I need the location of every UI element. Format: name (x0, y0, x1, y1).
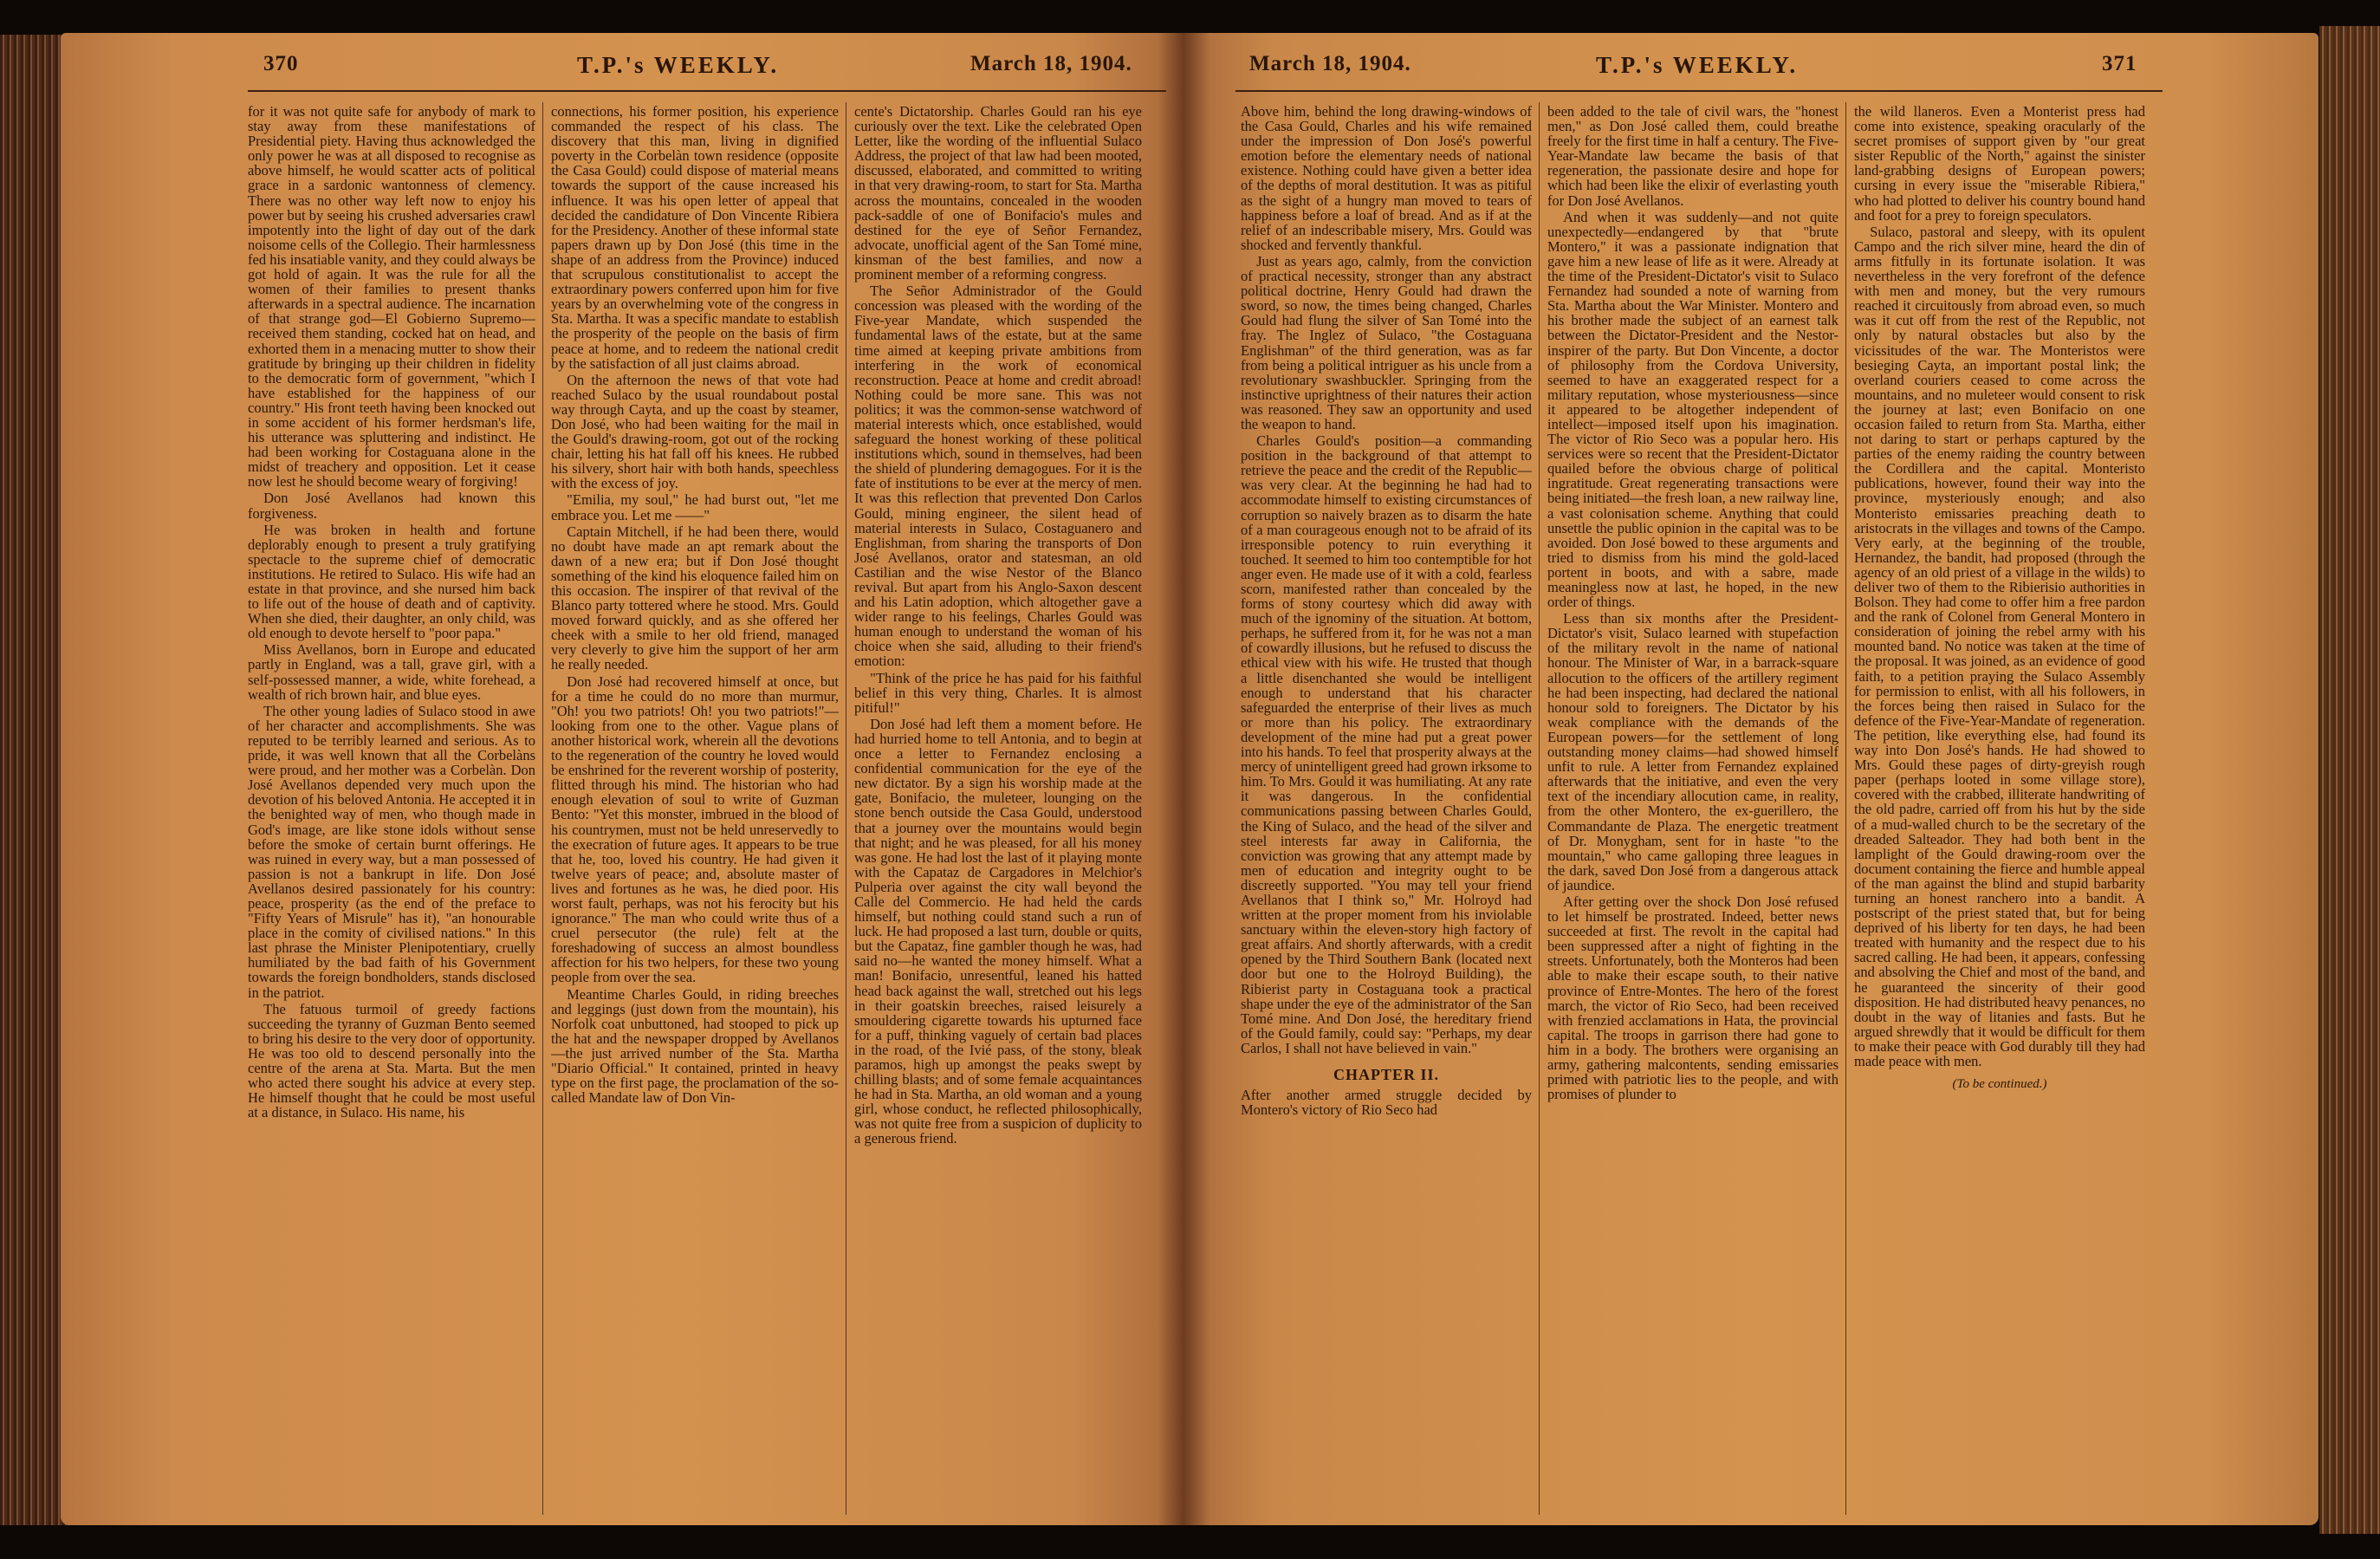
right-page (1184, 33, 2318, 1525)
paragraph: cente's Dictatorship. Charles Gould ran his eye curiously over the text. Like the celebrated Open Letter, like the wording of the influential Sulaco Address, the project of that law had been mooted, discussed, elaborated, and committed to writing in that very drawing-room, to start for Sta. Martha across the mountains, concealed in the wooden pack-saddle of one of Bonifacio's mules and destined for the eye of Señor Fernandez, advocate, unofficial agent of the San Tomé mine, kinsman of the best families, and now a prominent member of a reforming congress. (854, 104, 1142, 283)
left-page (61, 33, 1184, 1525)
text-column-3 (854, 104, 1142, 1525)
header-rule (248, 90, 1166, 92)
paragraph: The other young ladies of Sulaco stood in awe of her character and accomplishments. She was reputed to be terribly learned and serious. As to pride, it was well known that all the Corbelàns were proud, and her mother was a Corbelàn. Don José Avellanos depended very much upon the devotion of his beloved Antonia. He accepted it in the benighted way of men, who though made in God's image, are like stone idols without sense before the smoke of certain burnt offerings. He was ruined in every way, but a man possessed of passion is not a bankrupt in life. Don José Avellanos desired passionately for his country: peace, prosperity (as the end of the preface to "Fifty Years of Misrule" has it), "an honourable place in the comity of civilised nations." In this last phrase the Minister Plenipotentiary, cruelly humiliated by the bad faith of his Government towards the foreign bondholders, stands disclosed in the patriot. (248, 702, 535, 1001)
column-body (854, 104, 1142, 1147)
paragraph: Captain Mitchell, if he had been there, would no doubt have made an apt remark about the dawn of a new era; but if Don José thought something of the kind his eloquence failed him on this occasion. The inspirer of that revival of the Blanco party tottered where he stood. Mrs. Gould moved forward quickly, and as she offered her cheek with a smile to her old friend, managed very cleverly to give him the support of her arm he really needed. (551, 523, 839, 673)
column-divider (1845, 102, 1846, 1515)
left-page-header (61, 52, 1184, 87)
paragraph: Charles Gould's position—a commanding position in the background of that attempt to retrieve the peace and the credit of the Republic—was very clear. At the beginning he had had to accommodate himself to existing circumstances of corruption so naively brazen as to disarm the hate of a man courageous enough not to be afraid of its irresponsible potency to ruin everything it touched. It seemed to him too contemptible for hot anger even. He made use of it with a cold, fearless scorn, manifested rather than concealed by the forms of stony courtesy which did away with much of the ignominy of the situation. At bottom, perhaps, he suffered from it, for he was not a man of cowardly illusions, but he refused to discuss the ethical view with his wife. He trusted that though a little disenchanted she would be intelligent enough to understand that his character safeguarded the enterprise of their lives as much or more than his policy. The extraordinary development of the mine had put a great power into his hands. To feel that prosperity always at the mercy of unintelligent greed had grown irksome to him. To Mrs. Gould it was humiliating. At any rate it was dangerous. In the confidential communications passing between Charles Gould, the King of Sulaco, and the head of the silver and steel interests far away in California, the conviction was growing that any attempt made by men of education and integrity ought to be discreetly supported. "You may tell your friend Avellanos that I think so," Mr. Holroyd had written at the proper moment from his inviolable sanctuary within the eleven-story high factory of great affairs. And shortly afterwards, with a credit opened by the Third Southern Bank (located next door but one to the Holroyd Building), the Ribierist party in Costaguana took a practical shape under the eye of the administrator of the San Tomé mine. And Don José, the hereditary friend of the Gould family, could say: "Perhaps, my dear Carlos, I shall not have believed in vain." (1241, 432, 1532, 1056)
paragraph: He was broken in health and fortune deplorably enough to present a truly gratifying spectacle to the supreme chief of democratic institutions. He retired to Sulaco. His wife had an estate in that province, and she nursed him back to life out of the house of death and of captivity. When she died, their daughter, an only child, was old enough to devote herself to "poor papa." (248, 521, 535, 642)
paragraph: Don José Avellanos had known this forgiveness. (248, 490, 535, 522)
continued-note: (To be continued.) (1952, 1077, 2047, 1092)
column-body (248, 104, 535, 1120)
paragraph: Above him, behind the long drawing-windows of the Casa Gould, Charles and his wife remained under the impression of Don José's powerful emotion before the elementary needs of national existence. Nothing could have given a better idea of the depths of moral destitution. It was as pitiful as the sight of a hungry man moved to tears of happiness before a loaf of bread. And as if at the relief of an indescribable misery, Mrs. Gould was shocked and fervently thankful. (1241, 104, 1532, 253)
column-body-after-chapter (1241, 1088, 1532, 1117)
paragraph: Miss Avellanos, born in Europe and educated partly in England, was a tall, grave girl, with a self-possessed manner, a wide, white forehead, a wealth of rich brown hair, and blue eyes. (248, 641, 535, 703)
paragraph: Just as years ago, calmly, from the conviction of practical necessity, stronger than any abstract political doctrine, Henry Gould had drawn the sword, so now, the times being changed, Charles Gould had flung the silver of San Tomé into the fray. The Inglez of Sulaco, "the Costaguana Englishman" of the third generation, was as far from being a political intriguer as his uncle from a revolutionary swashbuckler. Springing from the instinctive uprightness of their natures their action was reasoned. They saw an opportunity and used the weapon to hand. (1241, 252, 1532, 432)
column-divider (1539, 102, 1540, 1515)
page-number: 370 (263, 52, 299, 75)
text-column-2 (551, 104, 839, 1525)
right-page-header (1184, 52, 2318, 87)
paragraph: After getting over the shock Don José refused to let himself be prostrated. Indeed, better news succeeded at first. The revolt in the capital had been suppressed after a night of fighting in the streets. Unfortunately, both the Monteros had been able to make their escape south, to their native province of Entre-Montes. The hero of the forest march, the victor of Rio Seco, had been received with frenzied acclamations in Hata, the provincial capital. The troops in garrison there had gone to him in a body. The brothers were organising an army, gathering malcontents, sending emissaries primed with patriotic lies to the people, and with promises of plunder to (1547, 893, 1839, 1103)
book-edge-left (0, 35, 69, 1525)
paragraph: And when it was suddenly—and not quite unexpectedly—endangered by that "brute Montero," it was a passionate indignation that gave him a new lease of life as it were. Already at the time of the President-Dictator's visit to Sulaco Fernandez had sounded a note of warning from Sta. Martha about the War Minister. Montero and his brother made the subject of an earnest talk between the Dictator-President and the Nestor-inspirer of the party. But Don Vincente, a doctor of philosophy from the Cordova University, seemed to have an exaggerated respect for a military reputation, whose mysteriousness—since it appeared to be altogether independent of intellect—imposed itself upon his imagination. The victor of Rio Seco was a popular hero. His services were so recent that the President-Dictator quailed before the obvious charge of political ingratitude. Great regenerating transactions were being initiated—the fresh loan, a new railway line, a vast colonisation scheme. Anything that could unsettle the public opinion in the capital was to be avoided. Don José bowed to these arguments and tried to dismiss from his mind the gold-laced portent in boots, and with a sabre, made meaningless now at last, he hoped, in the new order of things. (1547, 208, 1839, 611)
chapter-heading: CHAPTER II. (1333, 1066, 1439, 1083)
paragraph: Less than six months after the President-Dictator's visit, Sulaco learned with stupefaction of the military revolt in the name of national honour. The Minister of War, in a barrack-square allocution to the officers of the artillery regiment he had been inspecting, had declared the national honour sold to foreigners. The Dictator by his weak compliance with the demands of the European powers—for the settlement of long outstanding money claims—had showed himself unfit to rule. A letter from Fernandez explained afterwards that the initiative, and even the very text of the incendiary allocution came, in reality, from the other Montero, the ex-guerillero, the Commandante de Plaza. The energetic treatment of Dr. Monygham, sent for in haste "to the mountain," who came galloping three leagues in the dark, saved Don José from a dangerous attack of jaundice. (1547, 610, 1839, 893)
column-body (1854, 104, 2145, 1069)
header-rule (1235, 90, 2163, 92)
issue-date: March 18, 1904. (1249, 52, 1411, 75)
text-column-1 (1241, 104, 1532, 1525)
magazine-title: T.P.'s WEEKLY. (1596, 52, 1799, 78)
paragraph: connections, his former position, his experience commanded the respect of his class. The discovery that this man, living in dignified poverty in the Corbelàn town residence (opposite the Casa Gould) could dispose of material means towards the support of the cause increased his influence. It was his open letter of appeal that decided the candidature of Don Vincente Ribiera for the Presidency. Another of these informal state papers drawn up by Don José (this time in the shape of an address from the Province) induced that scrupulous constitutionalist to accept the extraordinary powers conferred upon him for five years by an overwhelming vote of the congress in Sta. Martha. It was a specific mandate to establish the prosperity of the people on the basis of firm peace at home, and to redeem the national credit by the satisfaction of all just claims abroad. (551, 104, 839, 372)
text-column-3 (1854, 104, 2145, 1525)
column-body (1241, 104, 1532, 1056)
page-number: 371 (2102, 52, 2137, 75)
paragraph: Meantime Charles Gould, in riding breeches and leggings (just down from the mountain), his Norfolk coat unbuttoned, had stooped to pick up the hat and the newspaper dropped by Avellanos—the just arrived number of the Sta. Martha "Diario Official." It contained, printed in heavy type on the first page, the proclamation of the so-called Mandate law of Don Vin- (551, 985, 839, 1107)
paragraph: On the afternoon the news of that vote had reached Sulaco by the usual roundabout postal way through Cayta, and up the coast by steamer, Don José, who had been waiting for the mail in the Gould's drawing-room, got out of the rocking chair, letting his hat fall off his knees. He rubbed his silvery, short hair with both hands, speechless with the excess of joy. (551, 371, 839, 492)
paragraph: Sulaco, pastoral and sleepy, with its opulent Campo and the rich silver mine, heard the din of arms fitfully in its fortunate isolation. It was nevertheless in the very forefront of the defence with men and money, but the very rumours reached it circuitously from abroad even, so much was it cut off from the rest of the Republic, not only by natural obstacles but also by the vicissitudes of the war. The Monteristos were besieging Cayta, an important postal link; the overland couriers ceased to come across the mountains, and no muleteer would consent to risk the journey at last; even Bonifacio on one occasion failed to return from Sta. Martha, either not daring to start or perhaps captured by the parties of the enemy raiding the country between the Cordillera and the capital. Monteristo publications, however, found their way into the province, mysteriously enough; and also Monteristo emissaries preaching death to aristocrats in the villages and towns of the Campo. Very early, at the beginning of the trouble, Hernandez, the bandit, had proposed (through the agency of an old priest of a village in the wilds) to deliver two of them to the Ribierisio authorities in Bolson. They had come to offer him a free pardon and the rank of Colonel from General Montero in consideration of joining the rebel army with his mounted band. No notice was taken at the time of the proposal. It was joined, as an evidence of good faith, to a petition praying the Sulaco Assembly for permission to enlist, with all his followers, in the forces being then raised in Sulaco for the defence of the Five-Year-Mandate of regeneration. The petition, like everything else, had found its way into Don José's hands. He had showed to Mrs. Gould these pages of dirty-greyish rough paper (perhaps looted in some village store), covered with the crabbed, illiterate handwriting of the old padre, carried off from his hut by the side of a mud-walled church to be the secretary of the dreaded Salteador. They had both bent in the lamplight of the Gould drawing-room over the document containing the fierce and humble appeal of the man against the blind and stupid barbarity turning an honest ranchero into a bandit. A postscript of the priest stated that, but for being deprived of his liberty for ten days, he had been treated with humanity and the respect due to his sacred calling. He had been, it appears, confessing and absolving the Chief and most of the band, and he guaranteed the sincerity of their good disposition. He had distributed heavy penances, no doubt in the way of litanies and fasts. But he argued shrewdly that it would be difficult for them to make their peace with God durably till they had made peace with men. (1854, 223, 2145, 1069)
paragraph: Don José had left them a moment before. He had hurried home to tell Antonia, and to begin at once a letter to Fernandez enclosing a confidential communication for the eye of the new dictator. By a sign his worship made at the gate, Bonifacio, the muleteer, lounging on the stone bench outside the Casa Gould, understood that a journey over the mountains would begin that night; and he was pleased, for all his money was gone. He had lost the last of it playing monte with the Capataz de Cargadores in Melchior's Pulperia over against the city wall beyond the Calle del Commercio. He had held the cards himself, but nothing could stand such a run of luck. He had proposed a last turn, double or quits, but the Capataz, fine gambler though he was, had said no—he wanted the money himself. What a man! Bonifacio, unresentful, leaned his hatted head back against the wall, stretched out his legs in their goatskin breeches, raised leisurely a smouldering cigarette towards his upturned face for a puff, thinking vaguely of certain bad places in the road, of the Ivié pass, of the stony, bleak paramos, high up amongst the peaks swept by chilling blasts; and of some female acquaintances he had in Sta. Martha, an old woman and a young girl, whose conduct, he reflected philosophically, was not quite free from a suspicion of duplicity to a generous friend. (854, 715, 1142, 1147)
issue-date: March 18, 1904. (970, 52, 1132, 75)
column-body (551, 104, 839, 1105)
column-divider (542, 102, 543, 1515)
paragraph: The Señor Administrador of the Gould concession was pleased with the wording of the Five-year Mandate, which suspended the fundamental laws of the estate, but at the same time aimed at keeping private ambitions from interfering in the work of economical reconstruction. Peace at home and credit abroad! Nothing could be more sane. This was not politics; it was the common-sense watchword of material interests which, once established, would safeguard the honest working of these political institutions which, sound in themselves, had been the shield of plundering demagogues. For it is the fate of institutions to be ever at the mercy of men. It was this reflection that prevented Don Carlos Gould, mining engineer, the silent head of material interests in Sulaco, Costaguanero and Englishman, from sharing the transports of Don José Avellanos, orator and statesman, an old Castilian and the wise Nestor of the Blanco revival. But apart from his Anglo-Saxon descent and his Latin adoption, which altogether gave a wider range to his feelings, Charles Gould was human enough to understand the woman of his choice when she said, alluding to their friend's emotion: (854, 283, 1142, 670)
paragraph: The fatuous turmoil of greedy factions succeeding the tyranny of Guzman Bento seemed to bring his desire to the very door of opportunity. He was too old to descend personally into the centre of the arena at Sta. Marta. But the men who acted there sought his advice at every step. He himself thought that he could be most useful at a distance, in Sulaco. His name, his (248, 1000, 535, 1121)
paragraph: "Think of the price he has paid for his faithful belief in this very thing, Charles. It is almost pitiful!" (854, 669, 1142, 716)
text-column-1 (248, 104, 535, 1525)
book-gutter (1158, 33, 1209, 1525)
text-column-2 (1547, 104, 1839, 1525)
paragraph: "Emilia, my soul," he had burst out, "let me embrace you. Let me ——" (551, 491, 839, 523)
paragraph: After another armed struggle decided by Montero's victory of Rio Seco had (1241, 1087, 1532, 1119)
magazine-title: T.P.'s WEEKLY. (577, 52, 780, 78)
paragraph: been added to the tale of civil wars, the "honest men," as Don José called them, could breathe freely for the first time in half a century. The Five-Year-Mandate law became the basis of that regeneration, the passionate desire and hope for which had been like the elixir of everlasting youth for Don José Avellanos. (1547, 104, 1839, 209)
paragraph: the wild llaneros. Even a Monterist press had come into existence, speaking oracularly of the secret promises of support given by "our great sister Republic of the North," against the sinister land-grabbing designs of European powers; cursing in every issue the "miserable Ribiera," who had plotted to deliver his country bound hand and foot for a prey to foreign speculators. (1854, 104, 2145, 224)
paragraph: Don José had recovered himself at once, but for a time he could do no more than murmur, "Oh! you two patriots! Oh! you two patriots!"—looking from one to the other. Vague plans of another historical work, wherein all the devotions to the regeneration of the country he loved would be enshrined for the reverent worship of posterity, flitted through his mind. The historian who had enough elevation of soul to write of Guzman Bento: "Yet this monster, imbrued in the blood of his countrymen, must not be held unreservedly to the execration of future ages. It appears to be true that he, too, loved his country. He had given it twelve years of peace; and, absolute master of lives and fortunes as he was, he died poor. His worst fault, perhaps, was not his ferocity but his ignorance." The man who could write thus of a cruel persecutor (the rule) felt at the foreshadowing of success an almost boundless affection for his two helpers, for these two young people from over the sea. (551, 672, 839, 986)
column-body (1547, 104, 1839, 1101)
book-edge-right (2319, 26, 2380, 1534)
paragraph: for it was not quite safe for anybody of mark to stay away from these manifestations of Presidential piety. Having thus acknowledged the only power he was at all disposed to recognise as above himself, he would scatter acts of political grace in a sardonic wantonness of clemency. There was no other way left now to enjoy his power but by seeing his crushed adversaries crawl impotently into the light of day out of the dark noisome cells of the Collegio. Their harmlessness fed his insatiable vanity, and they could always be got hold of again. It was the rule for all the women of their families to present thanks afterwards in a spectral audience. The incarnation of that strange god—El Gobierno Supremo—received them standing, cocked hat on head, and exhorted them in a menacing mutter to show their gratitude by bringing up their children in fidelity to the democratic form of government, "which I have established for the happiness of our country." His front teeth having been knocked out in some accident of his former herdsman's life, his utterance was spluttering and indistinct. He had been working for Costaguana alone in the midst of treachery and opposition. Let it cease now lest he should become weary of forgiving! (248, 104, 535, 490)
